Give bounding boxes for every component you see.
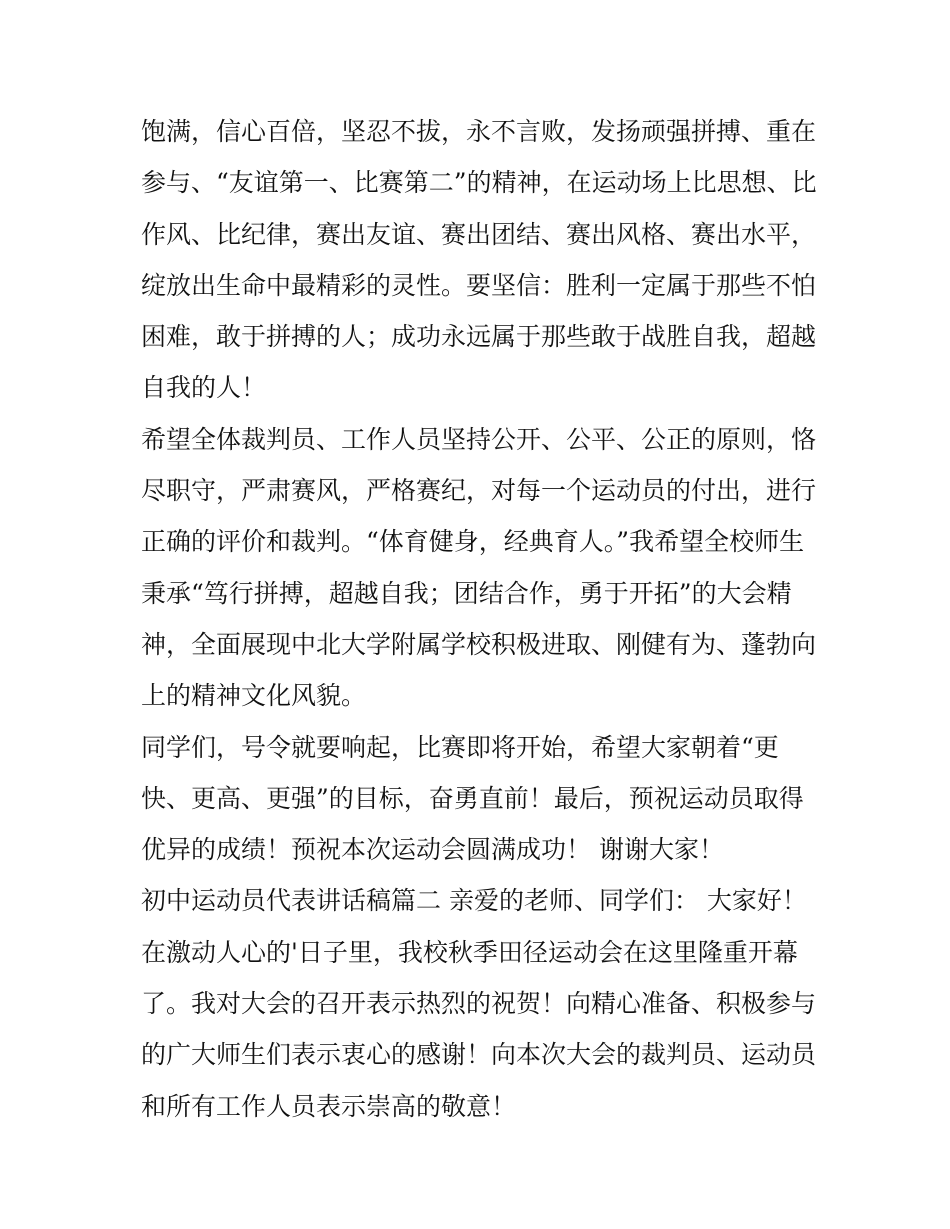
text-line: 快、更高、更强”的目标，奋勇直前！最后，预祝运动员取得 bbox=[141, 783, 804, 813]
text-line: 同学们，号令就要响起，比赛即将开始，希望大家朝着“更 bbox=[141, 732, 779, 762]
text-line: 自我的人！ bbox=[141, 373, 267, 403]
text-line: 上的精神文化风貌。 bbox=[141, 681, 367, 711]
text-line: 正确的评价和裁判。“体育健身，经典育人。”我希望全校师生 bbox=[141, 527, 805, 557]
text-line: 绽放出生命中最精彩的灵性。要坚信：胜利一定属于那些不怕 bbox=[141, 270, 817, 300]
text-line: 在激动人心的'日子里，我校秋季田径运动会在这里隆重开幕 bbox=[141, 937, 798, 967]
text-line: 秉承“笃行拼搏，超越自我；团结合作，勇于开拓”的大会精 bbox=[141, 578, 792, 608]
text-line: 饱满，信心百倍，坚忍不拔，永不言败，发扬顽强拼搏、重在 bbox=[141, 117, 817, 146]
text-line: 和所有工作人员表示崇高的敬意！ bbox=[141, 1091, 517, 1121]
text-line: 了。我对大会的召开表示热烈的祝贺！向精心准备、积极参与 bbox=[141, 989, 817, 1019]
text-line: 作风、比纪律，赛出友谊、赛出团结、赛出风格、赛出水平， bbox=[141, 219, 817, 249]
text-line: 优异的成绩！预祝本次运动会圆满成功！ 谢谢大家！ bbox=[141, 835, 724, 865]
text-line: 希望全体裁判员、工作人员坚持公开、公平、公正的原则，恪 bbox=[141, 424, 817, 454]
section-heading-line: 初中运动员代表讲话稿篇二 亲爱的老师、同学们： 大家好！ bbox=[141, 886, 807, 916]
text-line: 神，全面展现中北大学附属学校积极进取、刚健有为、蓬勃向 bbox=[141, 629, 817, 659]
text-line: 参与、“友谊第一、比赛第二”的精神，在运动场上比思想、比 bbox=[141, 168, 817, 198]
speech-text-body bbox=[141, 106, 821, 1132]
text-line: 的广大师生们表示衷心的感谢！向本次大会的裁判员、运动员 bbox=[141, 1040, 817, 1070]
text-line: 困难，敢于拼搏的人；成功永远属于那些敢于战胜自我，超越 bbox=[141, 322, 817, 352]
text-line: 尽职守，严肃赛风，严格赛纪，对每一个运动员的付出，进行 bbox=[141, 476, 817, 506]
